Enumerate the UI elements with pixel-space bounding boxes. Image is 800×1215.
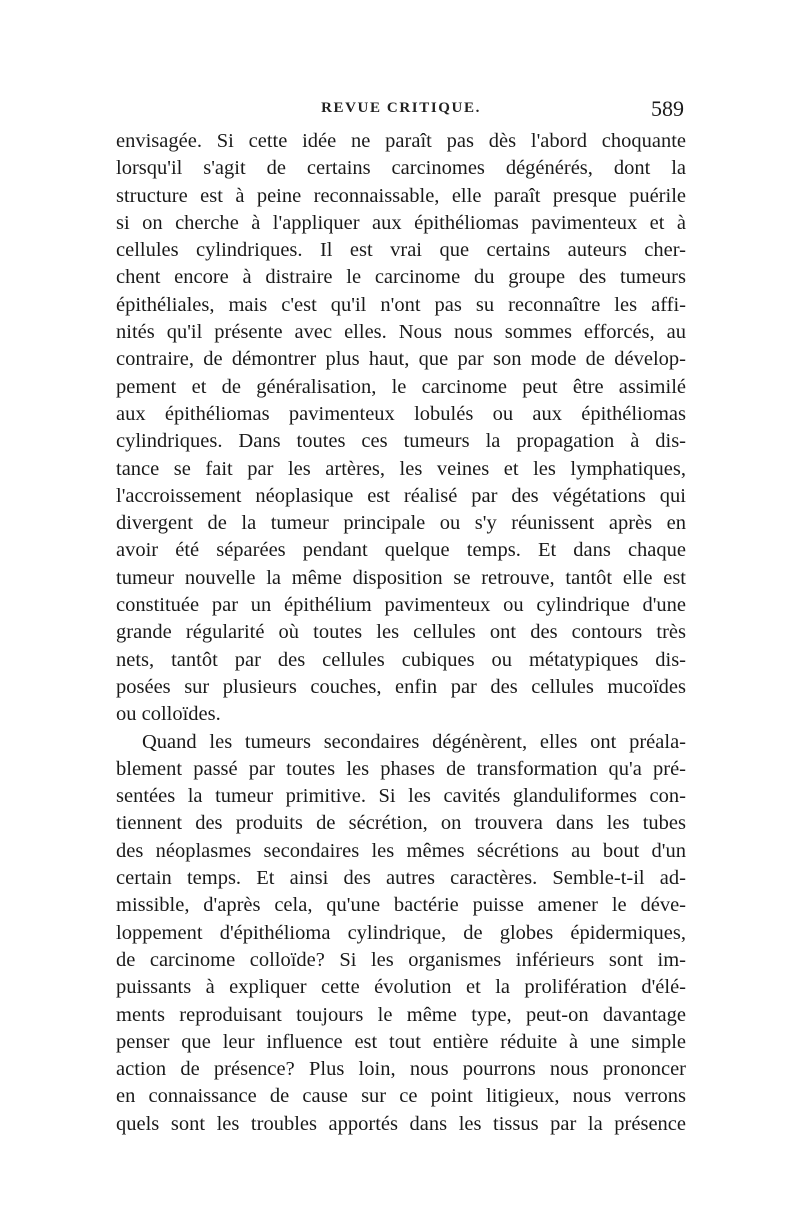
text-line: missible, d'après cela, qu'une bactérie puisse amener le déve- — [116, 894, 686, 917]
text-line: constituée par un épithélium pavimenteux ou cylindrique d'une — [116, 594, 686, 617]
text-line: contraire, de démontrer plus haut, que par son mode de dévelop- — [116, 348, 686, 371]
body-text — [116, 128, 686, 1138]
text-line: en connaissance de cause sur ce point litigieux, nous verrons — [116, 1085, 686, 1108]
text-line: posées sur plusieurs couches, enfin par des cellules mucoïdes — [116, 675, 686, 698]
running-title: REVUE CRITIQUE. — [321, 100, 481, 116]
text-line: tumeur nouvelle la même disposition se retrouve, tantôt elle est — [116, 566, 686, 589]
page-header — [118, 96, 684, 124]
text-line: l'accroissement néoplasique est réalisé par des végétations qui — [116, 484, 686, 507]
text-line: blement passé par toutes les phases de transformation qu'a pré- — [116, 757, 686, 780]
text-line: aux épithéliomas pavimenteux lobulés ou aux épithéliomas — [116, 402, 686, 425]
text-line: pement et de généralisation, le carcinome peut être assimilé — [116, 375, 686, 398]
paragraph-end-line: ou colloïdes. — [116, 703, 221, 726]
text-line: des néoplasmes secondaires les mêmes sécrétions au bout d'un — [116, 839, 686, 862]
text-line: épithéliales, mais c'est qu'il n'ont pas su reconnaître les affi- — [116, 293, 686, 316]
text-line: sentées la tumeur primitive. Si les cavités glanduliformes con- — [116, 785, 686, 808]
text-line: tance se fait par les artères, les veines et les lymphatiques, — [116, 457, 686, 480]
text-line: puissants à expliquer cette évolution et la prolifération d'élé- — [116, 976, 686, 999]
text-line: envisagée. Si cette idée ne paraît pas dès l'abord choquante — [116, 130, 686, 152]
text-line: si on cherche à l'appliquer aux épithéliomas pavimenteux et à — [116, 211, 686, 234]
paragraph-start-line: Quand les tumeurs secondaires dégénèrent, elles ont préala- — [142, 730, 686, 753]
text-line: certain temps. Et ainsi des autres caractères. Semble-t-il ad- — [116, 867, 686, 890]
text-line: lorsqu'il s'agit de certains carcinomes dégénérés, dont la — [116, 157, 686, 180]
text-line: nets, tantôt par des cellules cubiques ou métatypiques dis- — [116, 648, 686, 671]
text-line: action de présence? Plus loin, nous pourrons nous prononcer — [116, 1058, 686, 1081]
text-line: loppement d'épithélioma cylindrique, de globes épidermiques, — [116, 921, 686, 944]
text-line: nités qu'il présente avec elles. Nous nous sommes efforcés, au — [116, 321, 686, 344]
text-line: ments reproduisant toujours le même type, peut-on davantage — [116, 1003, 686, 1026]
text-line: chent encore à distraire le carcinome du groupe des tumeurs — [116, 266, 686, 289]
text-line: cylindriques. Dans toutes ces tumeurs la propagation à dis- — [116, 430, 686, 453]
text-line: penser que leur influence est tout entière réduite à une simple — [116, 1030, 686, 1053]
text-line: grande régularité où toutes les cellules ont des contours très — [116, 621, 686, 644]
text-line: cellules cylindriques. Il est vrai que certains auteurs cher- — [116, 239, 686, 262]
page-number: 589 — [651, 96, 684, 121]
text-line: tiennent des produits de sécrétion, on trouvera dans les tubes — [116, 812, 686, 835]
text-line: divergent de la tumeur principale ou s'y réunissent après en — [116, 512, 686, 535]
text-line: de carcinome colloïde? Si les organismes inférieurs sont im- — [116, 948, 686, 971]
text-line: structure est à peine reconnaissable, elle paraît presque puérile — [116, 184, 686, 207]
text-line: avoir été séparées pendant quelque temps. Et dans chaque — [116, 539, 686, 562]
text-line: quels sont les troubles apportés dans les tissus par la présence — [116, 1112, 686, 1135]
